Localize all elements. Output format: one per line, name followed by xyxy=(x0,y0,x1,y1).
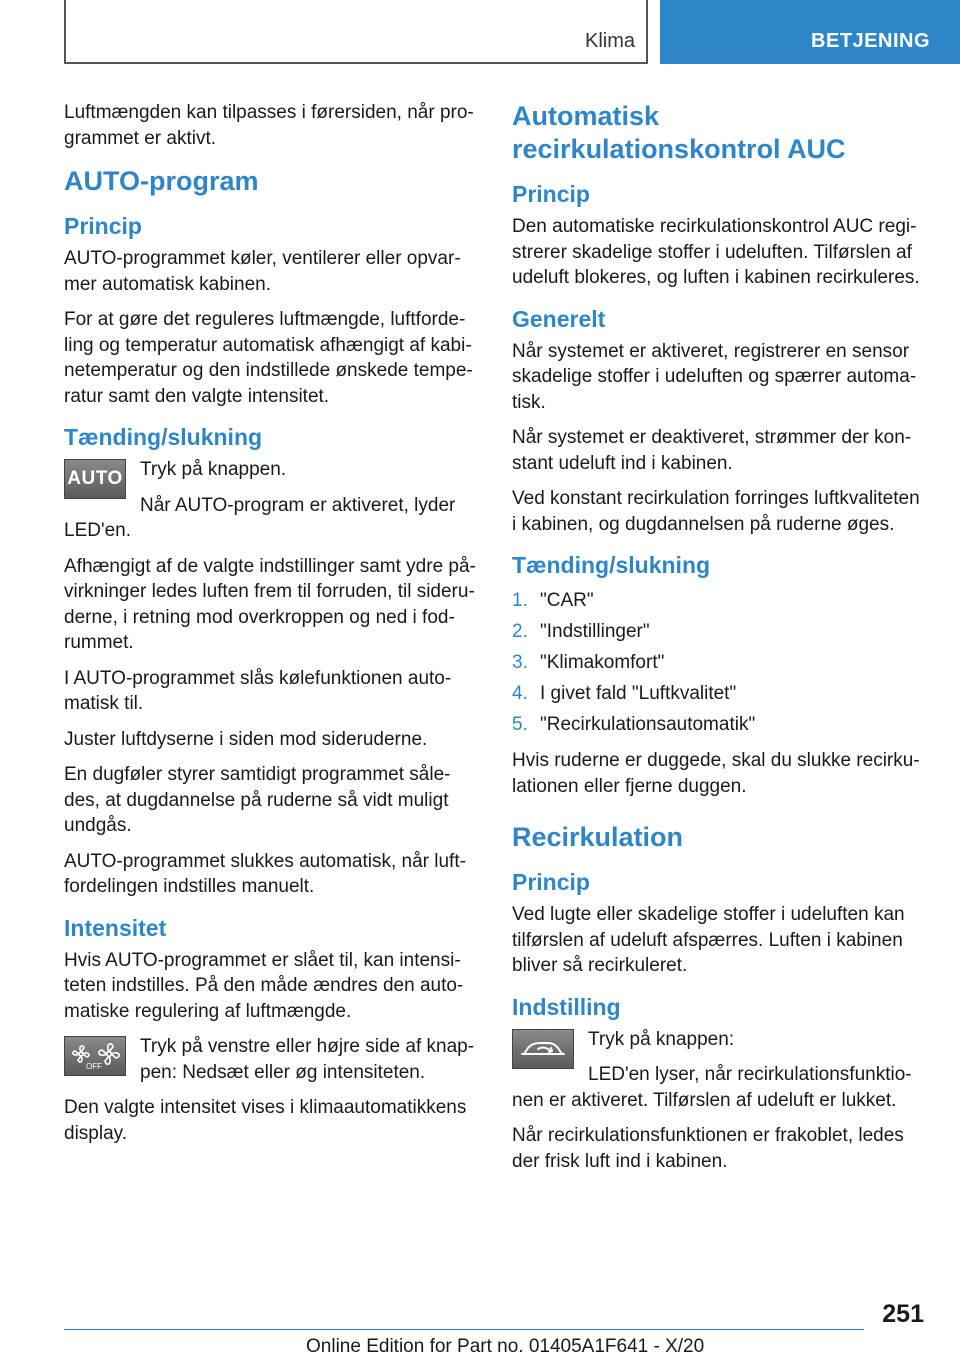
list-item xyxy=(512,585,926,616)
heading-auc: Automatisk recirkulationskontrol AUC xyxy=(512,101,846,164)
step-text: "Recirkulationsautomatik" xyxy=(540,714,756,735)
princip-paragraph-1: AUTO-programmet køler, ventilerer eller opvar-mer automatisk kabinen. xyxy=(64,248,461,295)
step-text: I givet fald "Luftkvalitet" xyxy=(540,683,737,704)
indstilling-paragraph-3: Når recirkulationsfunktionen er frakoblet, ledes der frisk luft ind i kabinen. xyxy=(512,1125,904,1172)
generelt-paragraph-3: Ved konstant recirkulation forringes luftkvaliteten i kabinen, og dugdannelsen på ruderne øges. xyxy=(512,488,920,535)
intensitet-paragraph-1: Hvis AUTO-programmet er slået til, kan intensi-teten indstilles. På den måde ændres den auto-matiske regulering af luftmængde. xyxy=(64,949,464,1022)
auto-button-icon xyxy=(64,459,126,499)
recirculation-button-block xyxy=(512,1027,926,1124)
step-text: "CAR" xyxy=(540,590,594,611)
recirculation-car-icon xyxy=(518,1034,568,1064)
fan-icon-off-label: OFF xyxy=(86,1062,102,1071)
fan-button-icon xyxy=(64,1036,126,1076)
generelt-paragraph-2: Når systemet er deaktiveret, strømmer der kon-stant udeluft ind i kabinen. xyxy=(512,427,912,474)
heading-auc-taending: Tænding/slukning xyxy=(512,552,711,578)
intensitet-paragraph-3: Den valgte intensitet vises i klimaautomatikkens display. xyxy=(64,1097,467,1144)
intro-paragraph: Luftmængden kan tilpasses i førersiden, når pro-grammet er aktivt. xyxy=(64,102,474,149)
recirk-princip-paragraph: Ved lugte eller skadelige stoffer i udeluften kan tilførslen af udeluft afspærres. Luften i kabinen bliver så recirkuleret. xyxy=(512,904,905,976)
paragraph-afhaengigt: Afhængigt af de valgte indstillinger samt ydre på-virkninger ledes luften frem til forruden, til sideru-derne, i retning mod overkroppen og ned i fod-rummet. xyxy=(64,555,476,653)
step-number: 5. xyxy=(512,714,528,735)
auto-button-label: AUTO xyxy=(67,468,123,489)
header-chapter-tab xyxy=(660,0,960,64)
fan-button-block xyxy=(64,1034,476,1095)
indstilling-paragraph-1: Tryk på knappen: xyxy=(588,1028,735,1050)
step-number: 2. xyxy=(512,621,528,642)
steps-list xyxy=(512,585,926,740)
auc-princip-paragraph: Den automatiske recirkulationskontrol AUC regi-strerer skadelige stoffer i udeluften. Tilførslen af udeluft blokeres, og luften i kabinen recirkuleres. xyxy=(512,216,920,288)
paragraph-slukkes: AUTO-programmet slukkes automatisk, når luft-fordelingen indstilles manuelt. xyxy=(64,850,466,897)
heading-generelt: Generelt xyxy=(512,305,606,332)
right-column xyxy=(512,100,926,1184)
heading-recirkulation: Recirkulation xyxy=(512,822,684,852)
step-number: 4. xyxy=(512,683,528,704)
list-item xyxy=(512,678,926,709)
paragraph-koelefunktion: I AUTO-programmet slås kølefunktionen auto-matisk til. xyxy=(64,667,452,714)
list-item xyxy=(512,616,926,647)
heading-auto-program: AUTO-program xyxy=(64,166,259,196)
left-column xyxy=(64,100,476,1156)
auto-button-block xyxy=(64,457,476,554)
generelt-paragraph-1: Når systemet er aktiveret, registrerer en sensor skadelige stoffer i udeluften og spærrer automa-tisk. xyxy=(512,340,917,413)
step-number: 1. xyxy=(512,590,528,611)
page-number: 251 xyxy=(882,1300,924,1328)
intensitet-paragraph-2: Tryk på venstre eller højre side af knap-pen: Nedsæt eller øg intensiteten. xyxy=(140,1036,475,1083)
princip-paragraph-2: For at gøre det reguleres luftmængde, luftforde-ling og temperatur automatisk afhængigt af kabi-netemperatur og den indstillede ønskede tempe-ratur samt den valgte intensitet. xyxy=(64,309,473,407)
header-frame xyxy=(64,0,648,64)
heading-princip: Princip xyxy=(64,213,142,239)
heading-auc-princip: Princip xyxy=(512,181,590,207)
list-item xyxy=(512,647,926,678)
taending-paragraph-1: Tryk på knappen. xyxy=(140,459,287,480)
heading-recirk-princip: Princip xyxy=(512,869,590,895)
taending-paragraph-2: Når AUTO-program er aktiveret, lyder LED'en. xyxy=(64,494,456,541)
step-number: 3. xyxy=(512,652,528,673)
list-item xyxy=(512,709,926,740)
footer-rule xyxy=(64,1329,864,1330)
header-chapter-label: BETJENING xyxy=(811,30,930,52)
auc-taending-paragraph: Hvis ruderne er duggede, skal du slukke recirku-lationen eller fjerne duggen. xyxy=(512,750,920,797)
header-section-label: Klima xyxy=(584,30,635,52)
recirculation-button-icon xyxy=(512,1029,574,1069)
paragraph-dugfoeler: En dugføler styrer samtidigt programmet såle-des, at dugdannelse på ruderne så vidt muligt undgås. xyxy=(64,764,451,836)
footer-edition: Online Edition for Part no. 01405A1F641 - X/20 xyxy=(306,1336,705,1357)
heading-intensitet: Intensitet xyxy=(64,914,167,941)
heading-indstilling: Indstilling xyxy=(512,993,621,1020)
step-text: "Klimakomfort" xyxy=(540,652,665,673)
step-text: "Indstillinger" xyxy=(540,621,650,642)
paragraph-juster: Juster luftdyserne i siden mod sideruderne. xyxy=(64,728,428,750)
indstilling-paragraph-2: LED'en lyser, når recirkulationsfunktio-nen er aktiveret. Tilførslen af udeluft er lukket. xyxy=(512,1064,912,1111)
heading-taending: Tænding/slukning xyxy=(64,424,263,450)
